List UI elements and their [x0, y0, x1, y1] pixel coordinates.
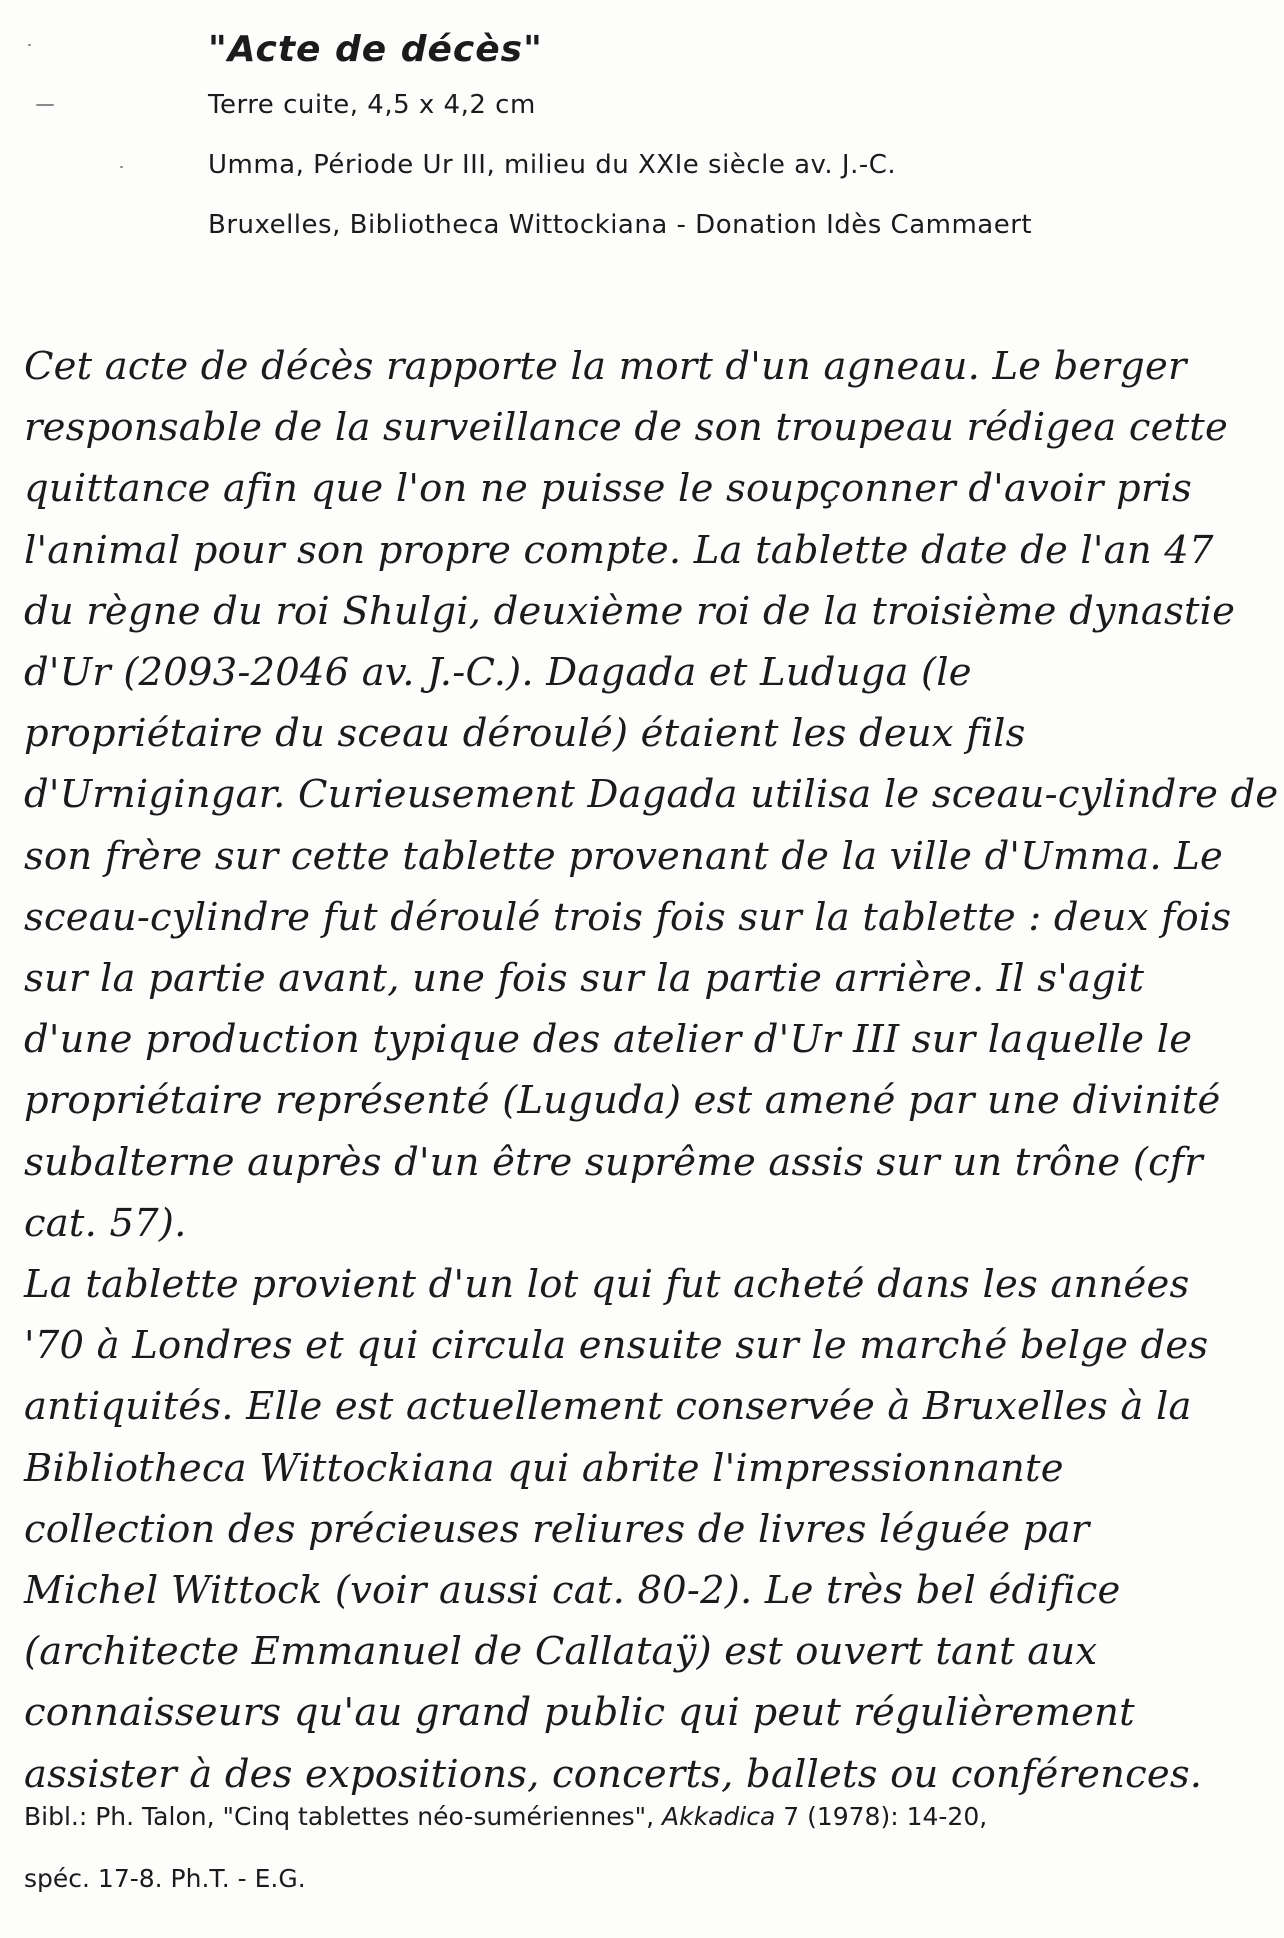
- text-line: responsable de la surveillance de son troupeau rédigea cette: [24, 405, 1228, 451]
- text-line: d'Ur (2093-2046 av. J.-C.). Dagada et Luduga (le: [24, 650, 972, 696]
- bibliography-line: [24, 1800, 1254, 1834]
- text-line: propriétaire représenté (Luguda) est amené par une divinité: [24, 1078, 1221, 1124]
- bibliography-suffix: 7 (1978): 14-20,: [775, 1802, 988, 1831]
- text-line: '70 à Londres et qui circula ensuite sur le marché belge des: [24, 1323, 1209, 1369]
- text-line: La tablette provient d'un lot qui fut acheté dans les années: [24, 1262, 1190, 1308]
- provenance-line: Umma, Période Ur III, milieu du XXIe siècle av. J.-C.: [208, 150, 897, 180]
- text-line: sceau-cylindre fut déroulé trois fois sur la tablette : deux fois: [24, 894, 1232, 940]
- text-line: antiquités. Elle est actuellement conservée à Bruxelles à la: [24, 1384, 1192, 1430]
- text-line: quittance afin que l'on ne puisse le soupçonner d'avoir pris: [24, 466, 1192, 512]
- text-line: d'Urnigingar. Curieusement Dagada utilisa le sceau-cylindre de: [24, 772, 1279, 818]
- text-line: du règne du roi Shulgi, deuxième roi de la troisième dynastie: [24, 588, 1236, 634]
- text-line: Bibliotheca Wittockiana qui abrite l'impressionnante: [24, 1445, 1064, 1491]
- journal-title: Akkadica: [662, 1802, 776, 1831]
- scan-speck: [28, 44, 31, 46]
- description-text: [24, 336, 1279, 1805]
- collection-line: Bruxelles, Bibliotheca Wittockiana - Donation Idès Cammaert: [208, 210, 1033, 240]
- text-line: l'animal pour son propre compte. La tablette date de l'an 47: [24, 527, 1214, 573]
- scan-speck: [120, 166, 123, 168]
- text-line: cat. 57).: [24, 1200, 187, 1246]
- text-line: Michel Wittock (voir aussi cat. 80-2). Le très bel édifice: [24, 1568, 1121, 1614]
- text-line: son frère sur cette tablette provenant de la ville d'Umma. Le: [24, 833, 1224, 879]
- material-dimensions: Terre cuite, 4,5 x 4,2 cm: [208, 90, 536, 120]
- text-line: d'une production typique des atelier d'Ur III sur laquelle le: [24, 1017, 1193, 1063]
- entry-title: "Acte de décès": [208, 29, 543, 70]
- text-line: (architecte Emmanuel de Callataÿ) est ouvert tant aux: [24, 1629, 1098, 1675]
- text-line: collection des précieuses reliures de livres léguée par: [24, 1506, 1090, 1552]
- bibliography-prefix: Bibl.: Ph. Talon, "Cinq tablettes néo-sumériennes",: [24, 1802, 663, 1831]
- catalog-header: [208, 28, 1248, 270]
- text-line: assister à des expositions, concerts, ballets ou conférences.: [24, 1751, 1203, 1797]
- text-line: connaisseurs qu'au grand public qui peut régulièrement: [24, 1690, 1135, 1736]
- scan-speck: [36, 104, 54, 106]
- bibliography-pages-authors: spéc. 17-8. Ph.T. - E.G.: [24, 1864, 306, 1893]
- bibliography: [24, 1800, 1254, 1924]
- text-line: sur la partie avant, une fois sur la partie arrière. Il s'agit: [24, 956, 1145, 1002]
- text-line: propriétaire du sceau déroulé) étaient les deux fils: [24, 711, 1026, 757]
- text-line: subalterne auprès d'un être suprême assis sur un trône (cfr: [24, 1139, 1203, 1185]
- text-line: Cet acte de décès rapporte la mort d'un agneau. Le berger: [24, 344, 1187, 389]
